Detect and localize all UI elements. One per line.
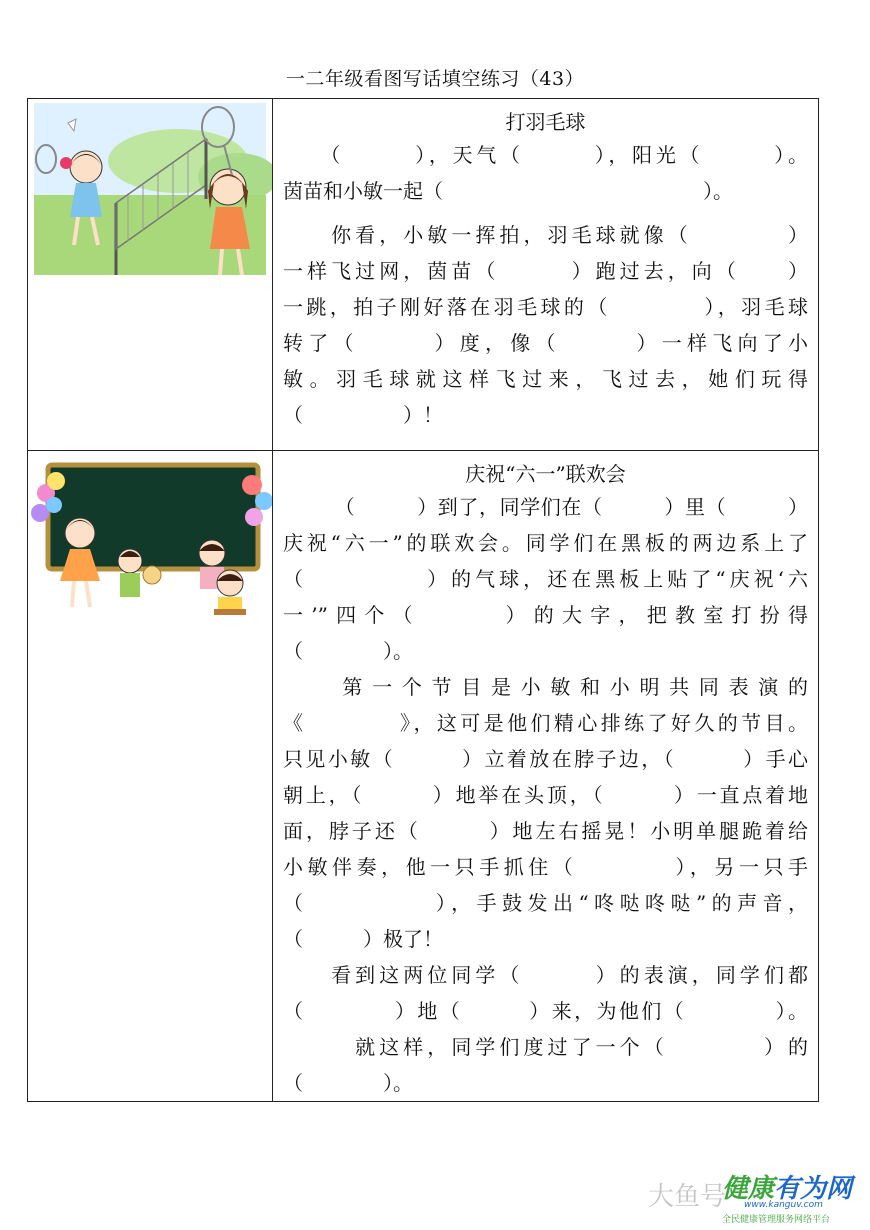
exercise-row-childrens-day — [28, 451, 819, 1102]
exercise-title: 打羽毛球 — [505, 110, 586, 134]
badminton-picture-cell — [28, 99, 273, 451]
logo-url: www.kanguv.com — [744, 1200, 823, 1210]
text-line: 第一个节目是小敏和小明共同表演的 — [283, 675, 808, 699]
text-line: 面，脖子还（ ）地左右摇晃！小明单腿跪着给 — [283, 819, 808, 843]
text-line: 《 》，这可是他们精心排练了好久的节目。 — [283, 711, 808, 735]
logo-tagline: 全民健康管理服务网络平台 — [722, 1215, 831, 1225]
badminton-text-cell — [273, 99, 819, 451]
site-logo — [722, 1168, 862, 1224]
text-line: 朝上，（ ）地举在头顶，（ ）一直点着地 — [283, 783, 808, 807]
text-line: 茵苗和小敏一起（ ）。 — [283, 179, 733, 203]
text-line: 你看，小敏一挥拍，羽毛球就像（ ） — [283, 223, 808, 247]
text-line: 只见小敏（ ）立着放在脖子边，（ ）手心 — [283, 747, 808, 771]
logo-name-part1: 健康 — [722, 1174, 775, 1204]
party-picture-cell — [28, 451, 273, 1102]
page-title: 一二年级看图写话填空练习（43） — [285, 68, 585, 90]
text-line: 小敏伴奏，他一只手抓住（ ），另一只手 — [283, 855, 808, 879]
text-line: 一样飞过网，茵苗（ ）跑过去，向（ ） — [283, 259, 808, 283]
worksheet-table — [27, 98, 819, 1102]
badminton-illustration — [28, 99, 272, 289]
text-line: （ ）。 — [283, 639, 413, 663]
text-line: 就这样，同学们度过了一个（ ）的 — [283, 1035, 808, 1059]
text-line: 看到这两位同学（ ）的表演，同学们都 — [283, 963, 808, 987]
exercise-row-badminton — [28, 99, 819, 451]
text-line: （ ）到了，同学们在（ ）里（ ） — [283, 495, 808, 519]
text-line: （ ），手鼓发出“咚哒咚哒”的声音， — [283, 891, 808, 915]
text-line: （ ）。 — [283, 1071, 413, 1095]
party-illustration — [28, 451, 272, 621]
text-line: （ ）！ — [283, 403, 443, 427]
text-line: （ ）的气球，还在黑板上贴了“庆祝‘六 — [283, 567, 808, 591]
text-line: 一跳，拍子刚好落在羽毛球的（ ），羽毛球 — [283, 295, 808, 319]
text-line: （ ）极了！ — [283, 927, 443, 951]
text-line: 敏。羽毛球就这样飞过来，飞过去，她们玩得 — [283, 367, 808, 391]
text-line: （ ），天气（ ），阳光（ ）。 — [283, 143, 808, 167]
watermark: 大鱼号 — [648, 1182, 727, 1212]
logo-name-part2: 有为网 — [774, 1174, 853, 1204]
text-line: 一’”四个（ ）的大字，把教室打扮得 — [283, 603, 808, 627]
text-line: 转了（ ）度，像（ ）一样飞向了小 — [283, 331, 808, 355]
exercise-title: 庆祝“六一”联欢会 — [465, 462, 626, 486]
party-text-cell — [273, 451, 819, 1102]
text-line: （ ）地（ ）来，为他们（ ）。 — [283, 999, 808, 1023]
text-line: 庆祝“六一”的联欢会。同学们在黑板的两边系上了 — [283, 531, 808, 555]
